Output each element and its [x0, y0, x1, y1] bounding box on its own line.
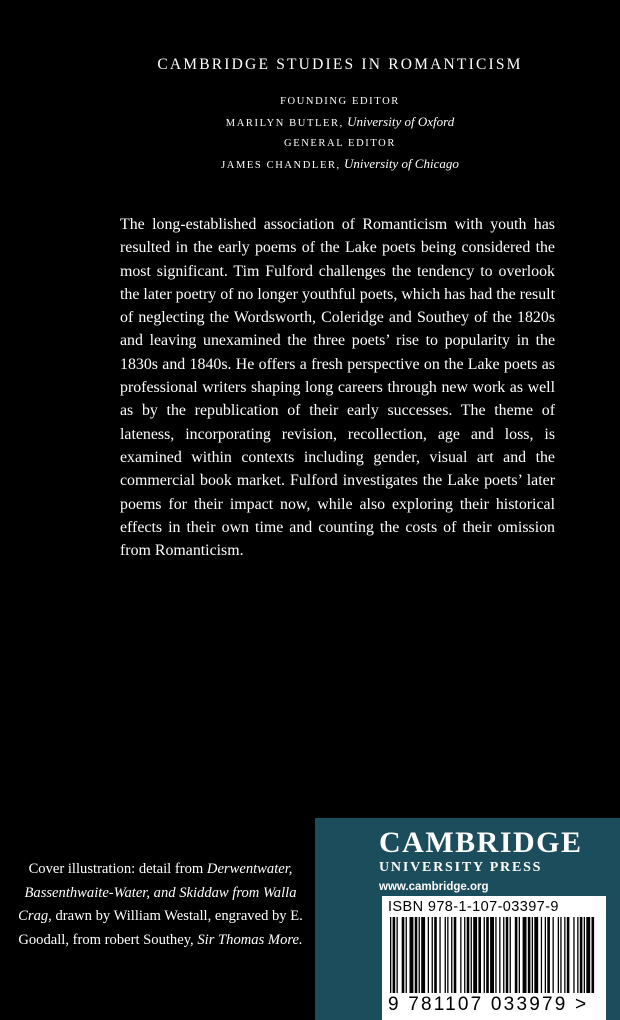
barcode-bar [577, 917, 578, 993]
publisher-logo-press: UNIVERSITY PRESS [379, 860, 543, 875]
barcode-bar [573, 917, 574, 993]
barcode-bar [473, 917, 477, 993]
barcode-bar [519, 917, 520, 993]
publisher-website: www.cambridge.org [379, 881, 489, 893]
founding-editor-name: MARILYN BUTLER, [225, 118, 344, 129]
barcode-bar [471, 917, 472, 993]
credit-source-title: Sir Thomas More. [197, 931, 303, 948]
barcode-digits [388, 994, 588, 1016]
barcode-bar [421, 917, 425, 993]
editors-block [0, 92, 620, 176]
cover-credit [18, 858, 303, 952]
barcode-bar [541, 917, 542, 993]
general-editor-name: JAMES CHANDLER, [221, 160, 341, 171]
barcode-bar [406, 917, 407, 993]
barcode-bar [564, 917, 565, 993]
barcode-bar [499, 917, 500, 993]
barcode-bar [478, 917, 481, 993]
barcode-bar [528, 917, 531, 993]
barcode-bar [410, 917, 414, 993]
barcode-bar [467, 917, 470, 993]
barcode-bar [402, 917, 405, 993]
barcode-bar [415, 917, 418, 993]
barcode-bar [447, 917, 448, 993]
barcode-bar [460, 917, 461, 993]
barcode-bar [584, 917, 585, 993]
barcode-bar [397, 917, 398, 993]
barcode-bar [439, 917, 440, 993]
barcode-box [382, 896, 606, 1020]
barcode-bar [534, 917, 538, 993]
barcode-bar [393, 917, 396, 993]
barcode-bar [486, 917, 489, 993]
barcode-bar [451, 917, 452, 993]
barcode-bar [432, 917, 433, 993]
barcode-bar [434, 917, 437, 993]
barcode-bar [580, 917, 583, 993]
barcode-bar [560, 917, 561, 993]
barcode-bar [586, 917, 590, 993]
barcode-bar [523, 917, 527, 993]
founding-editor-affiliation: University of Oxford [347, 114, 455, 129]
barcode-bar [567, 917, 570, 993]
barcode-bar [490, 917, 494, 993]
founding-editor-label: FOUNDING EDITOR [280, 96, 400, 107]
barcode-bar [503, 917, 504, 993]
general-editor-affiliation: University of Chicago [344, 156, 459, 171]
general-editor-label: GENERAL EDITOR [284, 138, 396, 149]
barcode-bar [510, 917, 511, 993]
barcode [388, 917, 600, 993]
credit-artwork-title: Derwentwater, Bassenthwaite-Water, and Skiddaw from Walla Crag, [18, 861, 297, 924]
general-editor [0, 154, 620, 176]
publisher-logo-name: CAMBRIDGE [379, 826, 583, 859]
barcode-bar [390, 917, 391, 993]
isbn-text: ISBN 978-1-107-03397-9 [388, 899, 559, 915]
barcode-bar [445, 917, 446, 993]
barcode-bar [547, 917, 550, 993]
barcode-bar [506, 917, 509, 993]
barcode-bar [592, 917, 595, 993]
barcode-bar [428, 917, 429, 993]
barcode-digits-number: 9 781107 033979 [388, 994, 568, 1015]
publisher-panel [315, 818, 620, 1020]
credit-lead: Cover illustration: detail from [28, 861, 204, 877]
founding-editor [0, 112, 620, 134]
book-description [120, 213, 555, 562]
barcode-bar [558, 917, 559, 993]
series-title: CAMBRIDGE STUDIES IN ROMANTICISM [157, 56, 523, 73]
barcode-bar [515, 917, 518, 993]
barcode-bar [495, 917, 496, 993]
barcode-bar [484, 917, 485, 993]
barcode-bar [532, 917, 533, 993]
credit-middle: drawn by William Westall, engraved by E. Goodall, from robert Southey, [18, 908, 303, 948]
barcode-bar [464, 917, 465, 993]
barcode-bar [545, 917, 546, 993]
description-text: The long-established association of Romanticism with youth has resulted in the early poems of the Lake poets being considered the most significant. Tim Fulford challenges the tendency to overlook the later poetry of no longer youthful poets, which has had the result of neglecting the Wordsworth, Coleridge and Southey of the 1820s and leaving unexamined the three poets’ rise to popularity in the 1830s and 1840s. He offers a fresh perspective on the Lake poets as professional writers shaping long careers through new work as well as by the republication of their early successes. The theme of lateness, incorporating revision, recollection, age and loss, is examined within contexts including gender, visual art and the commercial book market. Fulford investigates the Lake poets’ later poems for their impact now, while also exploring their historical effects in their own time and counting the costs of their omission from Romanticism. [120, 216, 555, 560]
barcode-bar [454, 917, 457, 993]
barcode-bar [553, 917, 554, 993]
barcode-end-marker: > [575, 994, 589, 1015]
barcode-bar [419, 917, 420, 993]
